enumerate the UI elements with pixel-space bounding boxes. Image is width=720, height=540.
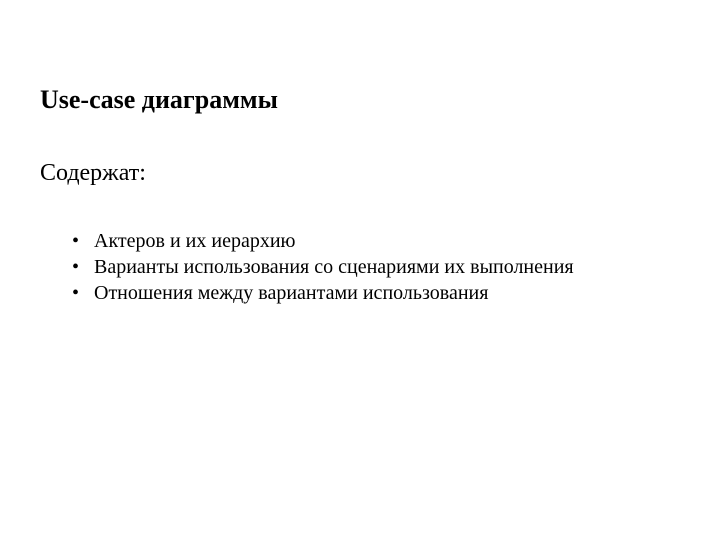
intro-text: Содержат: (40, 160, 146, 186)
bullet-list (72, 228, 632, 306)
bullet-item-actors (72, 228, 632, 254)
bullet-text: Отношения между вариантами использования (94, 282, 489, 304)
bullet-item-use-cases (72, 254, 632, 280)
bullet-icon: • (72, 230, 80, 252)
bullet-icon: • (72, 282, 80, 304)
bullet-text: Актеров и их иерархию (94, 230, 296, 252)
slide-title: Use-case диаграммы (40, 85, 278, 114)
bullet-text: Варианты использования со сценариями их выполнения (94, 256, 574, 278)
bullet-item-relations (72, 280, 632, 306)
bullet-icon: • (72, 256, 80, 278)
